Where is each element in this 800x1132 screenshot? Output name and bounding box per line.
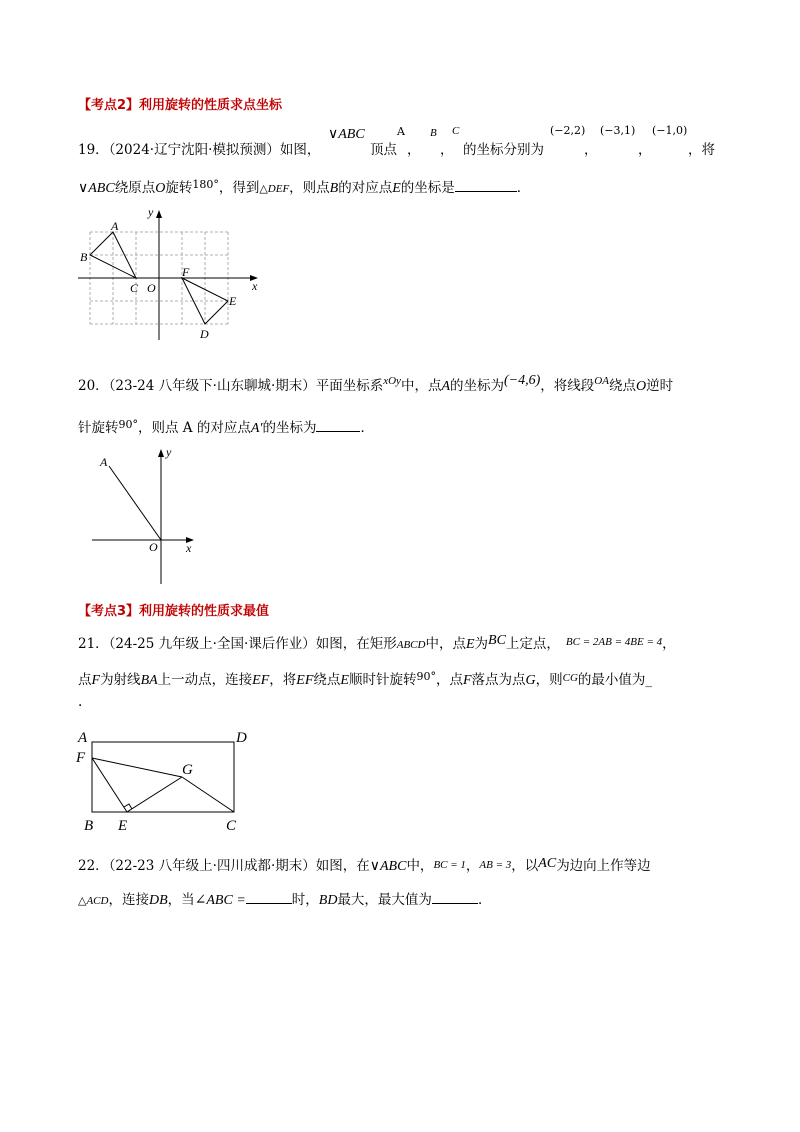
q19-text-rotate: ，将	[688, 142, 715, 158]
q21-point-g: G	[525, 673, 536, 688]
q21-point-f: F	[91, 673, 101, 688]
q20-source: （23-24 八年级下·山东聊城·期末）平面坐标系	[108, 378, 384, 394]
q20-point-o: O	[635, 379, 647, 394]
section-heading-2: 【考点2】利用旋转的性质求点坐标	[78, 98, 283, 113]
q21-label-a: A	[78, 730, 88, 746]
q20-text-about: 绕点	[608, 378, 636, 394]
q21-text-ray: 为射线	[100, 672, 141, 688]
q22-number: 22．	[78, 858, 109, 874]
q21-line1	[78, 632, 676, 653]
q19-comma1: ，	[407, 142, 421, 158]
q20-text-ccw: 逆时	[646, 378, 674, 394]
q20-xoy: xOy	[383, 375, 401, 387]
q21-equation: BC = 2AB = 4BE = 4	[565, 636, 663, 648]
q19-period: ．	[516, 180, 531, 196]
q21-segment-fg-shape	[92, 758, 182, 777]
q19-triangle-def: △DEF	[259, 183, 290, 195]
q21-text-lands: 落点为点	[471, 672, 526, 688]
q19-line2	[78, 176, 530, 197]
q21-segment-bc: BC	[488, 633, 506, 648]
q19-y-arrow	[156, 210, 162, 218]
q21-text-cw: 顺时针旋转	[348, 672, 417, 688]
q21-ray-ba: BA	[140, 673, 158, 688]
q20-y-arrow	[158, 449, 164, 457]
q21-rectangle-shape	[92, 742, 234, 812]
q22-text-when: ，当	[167, 892, 195, 908]
q21-label-f: F	[76, 750, 86, 766]
q22-line2	[78, 888, 491, 909]
q22-text-with: ，以	[511, 858, 539, 874]
q21-segment-eg-shape	[127, 777, 182, 812]
q21-text-then: ，则	[535, 672, 563, 688]
q19-triangle-abc: ∨ABC	[328, 127, 365, 142]
q21-label-e: E	[118, 818, 128, 834]
q19-number: 19．	[78, 142, 109, 158]
q22-triangle-acd: △ACD	[78, 895, 109, 907]
q21-segment-fe-shape	[92, 758, 127, 812]
q22-comma: ，	[465, 858, 480, 874]
q19-coord-2: (−3,1)	[600, 124, 636, 137]
q21-label-b: B	[84, 818, 94, 834]
q21-label-g: G	[182, 762, 193, 778]
q21-answer-blank[interactable]: _	[645, 672, 653, 688]
q19-text-get: ，得到	[218, 180, 260, 196]
q22-text-equilateral: 为边向上作等边	[556, 858, 651, 874]
q21-segment-gc-shape	[182, 777, 234, 812]
q22-text-then: 时，	[291, 892, 319, 908]
q21-right-angle-mark	[124, 804, 132, 809]
q20-point-a-prime: A′	[250, 421, 263, 436]
q20-answer-blank[interactable]	[316, 419, 360, 432]
q19-point-b: B	[430, 127, 437, 139]
q19-label-f: F	[182, 265, 190, 279]
q21-text-min: 的最小值为	[577, 672, 646, 688]
q21-rectangle-figure	[72, 724, 272, 836]
q20-coord: (−4,6)	[504, 373, 541, 388]
q19-label-x: x	[252, 279, 258, 293]
q21-text-about: 绕点	[313, 672, 341, 688]
q19-label-d: D	[200, 327, 209, 341]
q22-ab-value: AB = 3	[479, 859, 512, 871]
q21-rect-abcd: ABCD	[396, 639, 426, 651]
q22-text-in: 中，	[406, 858, 434, 874]
q19-comma2: ，	[440, 142, 454, 158]
q21-text-connect: 上一动点，连接	[157, 672, 253, 688]
q19-point-e: E	[392, 181, 401, 196]
q19-text-rotate2: 旋转	[165, 180, 193, 196]
q20-label-o: O	[149, 540, 158, 554]
q21-text-point: 中，点	[425, 636, 466, 652]
q20-point-a: A	[441, 379, 451, 394]
q19-point-b2: B	[329, 181, 339, 196]
q19-comma4: ，	[638, 142, 652, 158]
q20-coordinate-figure	[86, 444, 206, 586]
q21-line3: .	[78, 694, 83, 710]
q19-point-a: A	[397, 125, 405, 138]
q20-segment-oa: OA	[594, 375, 609, 387]
q22-text-connect: ，连接	[108, 892, 149, 908]
q20-label-y: y	[166, 445, 172, 459]
q21-text-is: 为	[474, 636, 489, 652]
q21-angle: 90°	[416, 670, 436, 683]
q20-line1	[78, 374, 673, 395]
q19-label-c: C	[130, 281, 139, 295]
q19-label-a: A	[111, 219, 119, 233]
q19-origin-o: O	[155, 181, 166, 196]
q22-bc-value: BC = 1	[433, 859, 466, 871]
q20-text-coord: 的坐标为	[450, 378, 505, 394]
q19-coordinate-figure	[72, 200, 272, 342]
q19-angle: 180°	[192, 178, 219, 191]
q19-label-b: B	[80, 250, 88, 264]
q20-angle: 90°	[118, 418, 138, 431]
section-heading-3: 【考点3】利用旋转的性质求最值	[78, 604, 270, 619]
q21-point-e2: E	[340, 673, 349, 688]
q21-line2	[78, 668, 652, 689]
q20-text-segment: ，将线段	[540, 378, 595, 394]
q19-label-e: E	[229, 294, 237, 308]
q21-point-f2: F	[462, 673, 472, 688]
q22-angle-abc: ∠ABC =	[194, 893, 246, 908]
q22-segment-db: DB	[148, 893, 168, 908]
q19-text-coordis: 的坐标是	[400, 180, 455, 196]
q22-triangle-abc: ∨ABC	[369, 859, 407, 874]
q20-text-coordis: 的坐标为	[262, 420, 317, 436]
q22-segment-bd: BD	[318, 893, 338, 908]
q19-text-coords: 的坐标分别为	[463, 142, 544, 158]
q22-max-blank[interactable]	[432, 891, 478, 904]
q21-text-fixed: 上定点，	[505, 636, 560, 652]
q19-coord-1: (−2,2)	[550, 124, 586, 137]
q19-point-c: C	[452, 125, 460, 137]
q21-segment-ef2: EF	[296, 673, 314, 688]
q19-text-point: ，则点	[289, 180, 330, 196]
q20-label-a: A	[100, 455, 108, 469]
q21-text-point3: ，点	[435, 672, 463, 688]
q19-line1	[78, 138, 320, 158]
q19-coord-3: (−1,0)	[652, 124, 688, 137]
q20-text-point: 中，点	[400, 378, 442, 394]
q21-label-d: D	[236, 730, 247, 746]
q21-text-will: ，将	[269, 672, 297, 688]
q22-text-max: 最大，最大值为	[337, 892, 432, 908]
q21-text-point2: 点	[78, 672, 92, 688]
q22-period: ．	[477, 892, 492, 908]
q19-text-corresp: 的对应点	[338, 180, 393, 196]
q19-label-o: O	[147, 281, 156, 295]
q22-segment-ac: AC	[538, 856, 557, 871]
q22-line1	[78, 854, 651, 875]
q21-comma: ，	[662, 636, 676, 652]
q22-angle-blank[interactable]	[246, 891, 292, 904]
q20-line2	[78, 416, 374, 437]
q19-label-y: y	[148, 205, 154, 219]
q22-source: （22-23 八年级上·四川成都·期末）如图，在	[108, 858, 370, 874]
q21-source: （24-25 九年级上·全国·课后作业）如图，在矩形	[108, 636, 397, 652]
q19-answer-blank[interactable]	[455, 179, 517, 192]
q19-text-vertex: 顶点	[370, 142, 397, 158]
q21-label-c: C	[226, 818, 237, 834]
q19-source: （2024·辽宁沈阳·模拟预测）如图，	[108, 142, 321, 158]
q20-label-x: x	[186, 541, 192, 555]
q20-period: ．	[360, 420, 374, 436]
q20-text-rotate: 针旋转	[78, 420, 119, 436]
q21-segment-cg: CG	[562, 672, 578, 684]
q21-number: 21．	[78, 636, 109, 652]
q21-segment-ef: EF	[252, 673, 270, 688]
q20-segment-oa-shape	[109, 466, 161, 540]
q20-number: 20．	[78, 378, 109, 394]
q21-point-e: E	[465, 637, 475, 652]
q20-text-corresp: ，则点 A 的对应点	[138, 420, 251, 436]
q19-triangle-abc-2: ∨ABC	[78, 181, 115, 196]
q19-comma3: ，	[584, 142, 598, 158]
q19-text-about-origin: 绕原点	[114, 180, 156, 196]
